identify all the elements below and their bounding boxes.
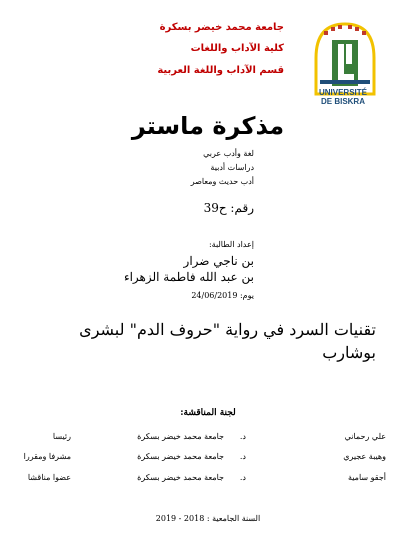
university-logo-text (300, 88, 386, 106)
document-title: مذكرة ماستر (131, 112, 285, 140)
member-name: أجقو سامية (347, 473, 386, 482)
member-name: وهيبة عجيري (343, 452, 386, 461)
thesis-title: تقنيات السرد في رواية "حروف الدم" لبشرى بوشارب (79, 320, 376, 362)
member-grade: د. (239, 473, 246, 482)
member-role: رئيسا (52, 432, 71, 441)
reference-number: رقم: ح39 (203, 201, 254, 215)
committee-row (30, 432, 386, 446)
field: لغة وأدب عربي (203, 149, 254, 158)
academic-year: السنة الجامعية : 2018 - 2019 (155, 514, 261, 523)
logo-line-2: DE BISKRA (320, 97, 365, 106)
member-role: عضوا مناقشا (27, 473, 71, 482)
logo-line-1: UNIVERSITÉ (318, 88, 367, 97)
member-university: جامعة محمد خيضر بسكرة (137, 452, 224, 461)
member-university: جامعة محمد خيضر بسكرة (137, 432, 224, 441)
member-university: جامعة محمد خيضر بسكرة (137, 473, 224, 482)
header-university: جامعة محمد خيضر بسكرة (159, 22, 284, 33)
member-grade: د. (239, 432, 246, 441)
specialty: دراسات أدبية (210, 163, 254, 172)
defense-date: يوم: 24/06/2019 (191, 291, 254, 300)
committee-row (27, 473, 386, 487)
committee-row (23, 452, 386, 466)
sub-specialty: أدب حديث ومعاصر (190, 177, 254, 186)
students-label: إعداد الطالبة: (208, 240, 254, 249)
committee-title: لجنة المناقشة: (180, 408, 236, 418)
member-role: مشرفا ومقررا (23, 452, 71, 461)
student-name-2: بن عبد الله فاطمة الزهراء (123, 270, 254, 284)
member-name: علي رحماني (344, 432, 386, 441)
member-grade: د. (239, 452, 246, 461)
header-department: قسم الآداب واللغة العربية (157, 65, 284, 76)
header-faculty: كلية الآداب واللغات (190, 43, 284, 54)
student-name-1: بن ناجي ضرار (183, 254, 254, 268)
